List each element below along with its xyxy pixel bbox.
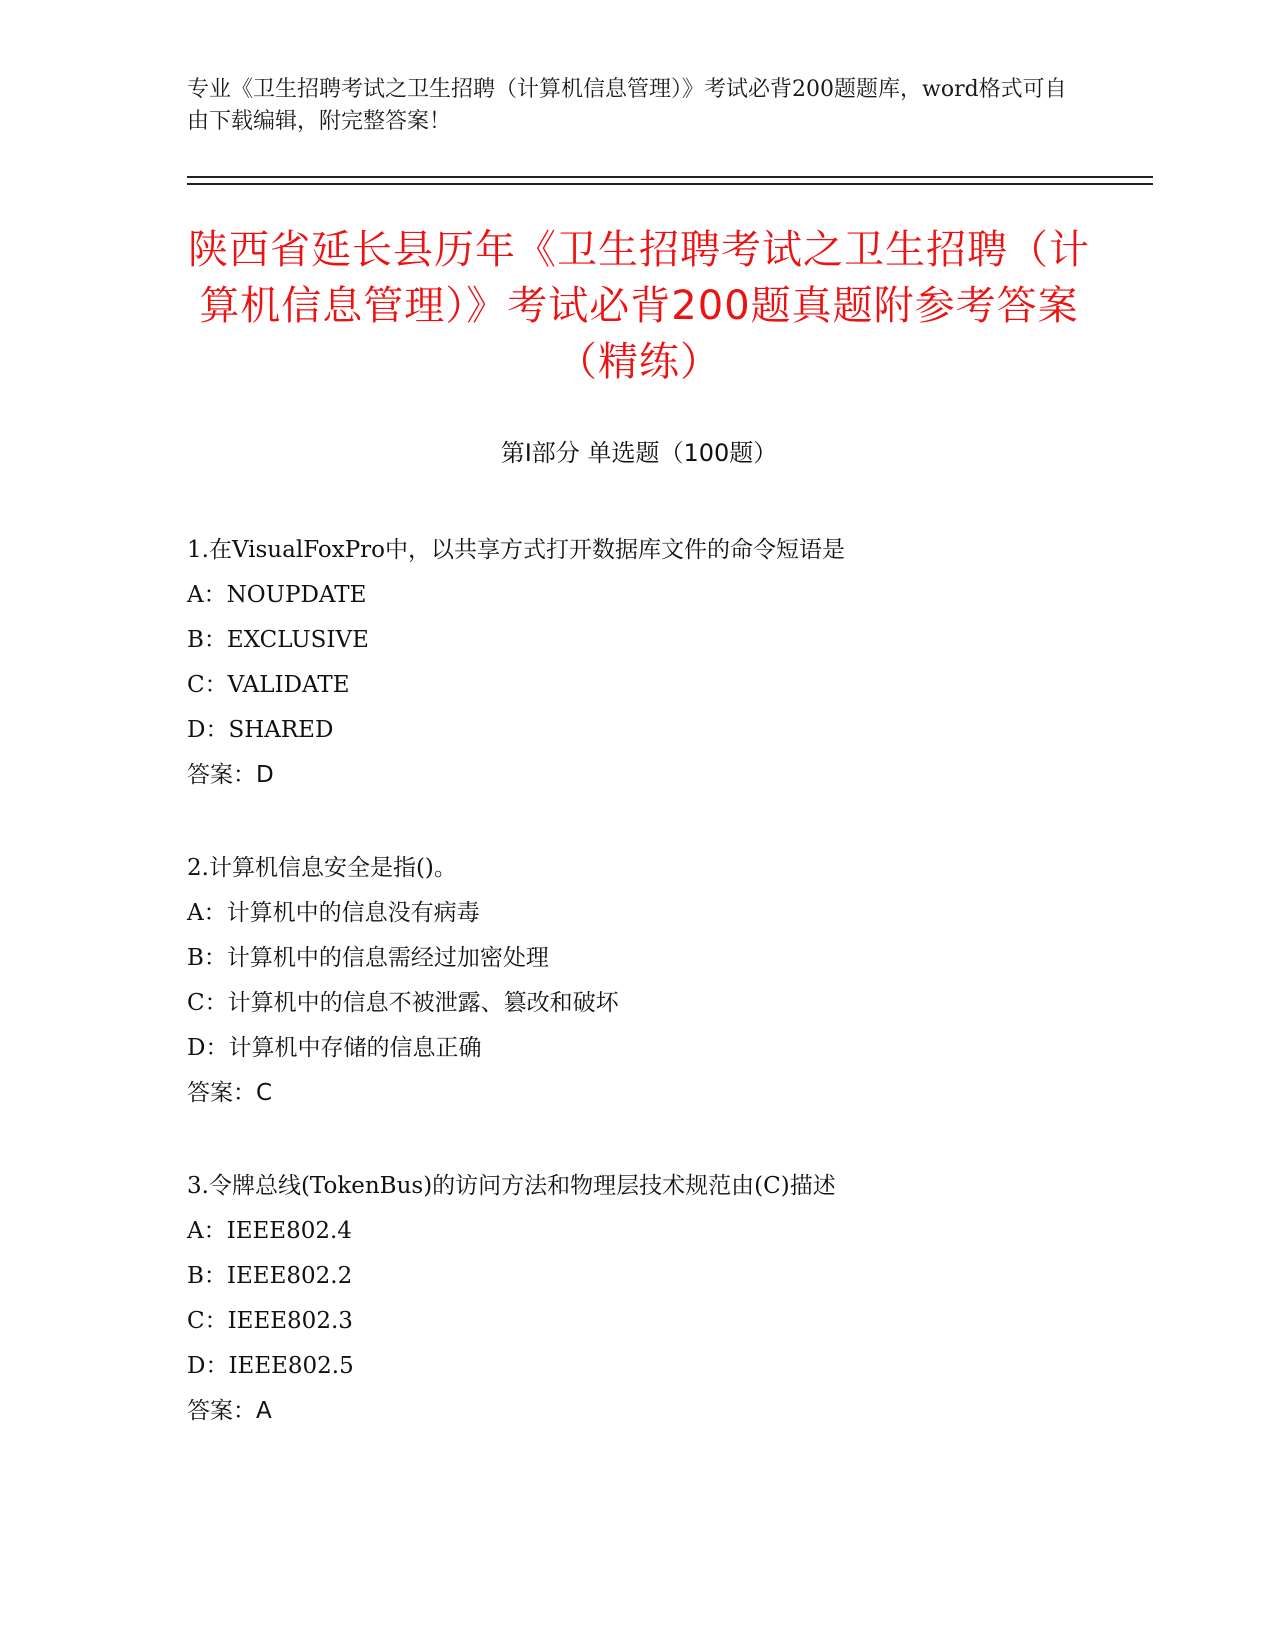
option-c: C：IEEE802.3 bbox=[187, 1308, 353, 1334]
header-divider-bottom bbox=[187, 183, 1153, 185]
option-b: B：计算机中的信息需经过加密处理 bbox=[187, 945, 549, 971]
question-stem: 1.在VisualFoxPro中，以共享方式打开数据库文件的命令短语是 bbox=[187, 537, 846, 563]
question-item bbox=[187, 528, 1147, 798]
document-title: 陕西省延长县历年《卫生招聘考试之卫生招聘（计算机信息管理）》考试必背200题真题附参考答案（精练） bbox=[188, 227, 1090, 385]
option-c: C：VALIDATE bbox=[187, 672, 350, 698]
option-d: D：IEEE802.5 bbox=[187, 1353, 354, 1379]
option-a: A：IEEE802.4 bbox=[187, 1218, 352, 1244]
question-item bbox=[187, 846, 1147, 1116]
option-b: B：IEEE802.2 bbox=[187, 1263, 353, 1289]
option-b: B：EXCLUSIVE bbox=[187, 627, 369, 653]
question-stem: 3.令牌总线(TokenBus)的访问方法和物理层技术规范由(C)描述 bbox=[187, 1173, 836, 1199]
option-d: D：计算机中存储的信息正确 bbox=[187, 1035, 482, 1061]
option-a: A：NOUPDATE bbox=[187, 582, 367, 608]
option-a: A：计算机中的信息没有病毒 bbox=[187, 900, 480, 926]
answer-label: 答案：A bbox=[187, 1398, 272, 1424]
header-divider-top bbox=[187, 176, 1153, 178]
question-list bbox=[187, 528, 1147, 1482]
header-note: 专业《卫生招聘考试之卫生招聘（计算机信息管理）》考试必背200题题库，word格式可自由下载编辑，附完整答案！ bbox=[187, 77, 1067, 134]
option-c: C：计算机中的信息不被泄露、篡改和破坏 bbox=[187, 990, 619, 1016]
section-heading: 第Ⅰ部分 单选题（100题） bbox=[500, 439, 778, 467]
answer-label: 答案：C bbox=[187, 1080, 273, 1106]
answer-label: 答案：D bbox=[187, 762, 274, 788]
question-item bbox=[187, 1164, 1147, 1434]
question-stem: 2.计算机信息安全是指()。 bbox=[187, 855, 457, 881]
option-d: D：SHARED bbox=[187, 717, 334, 743]
